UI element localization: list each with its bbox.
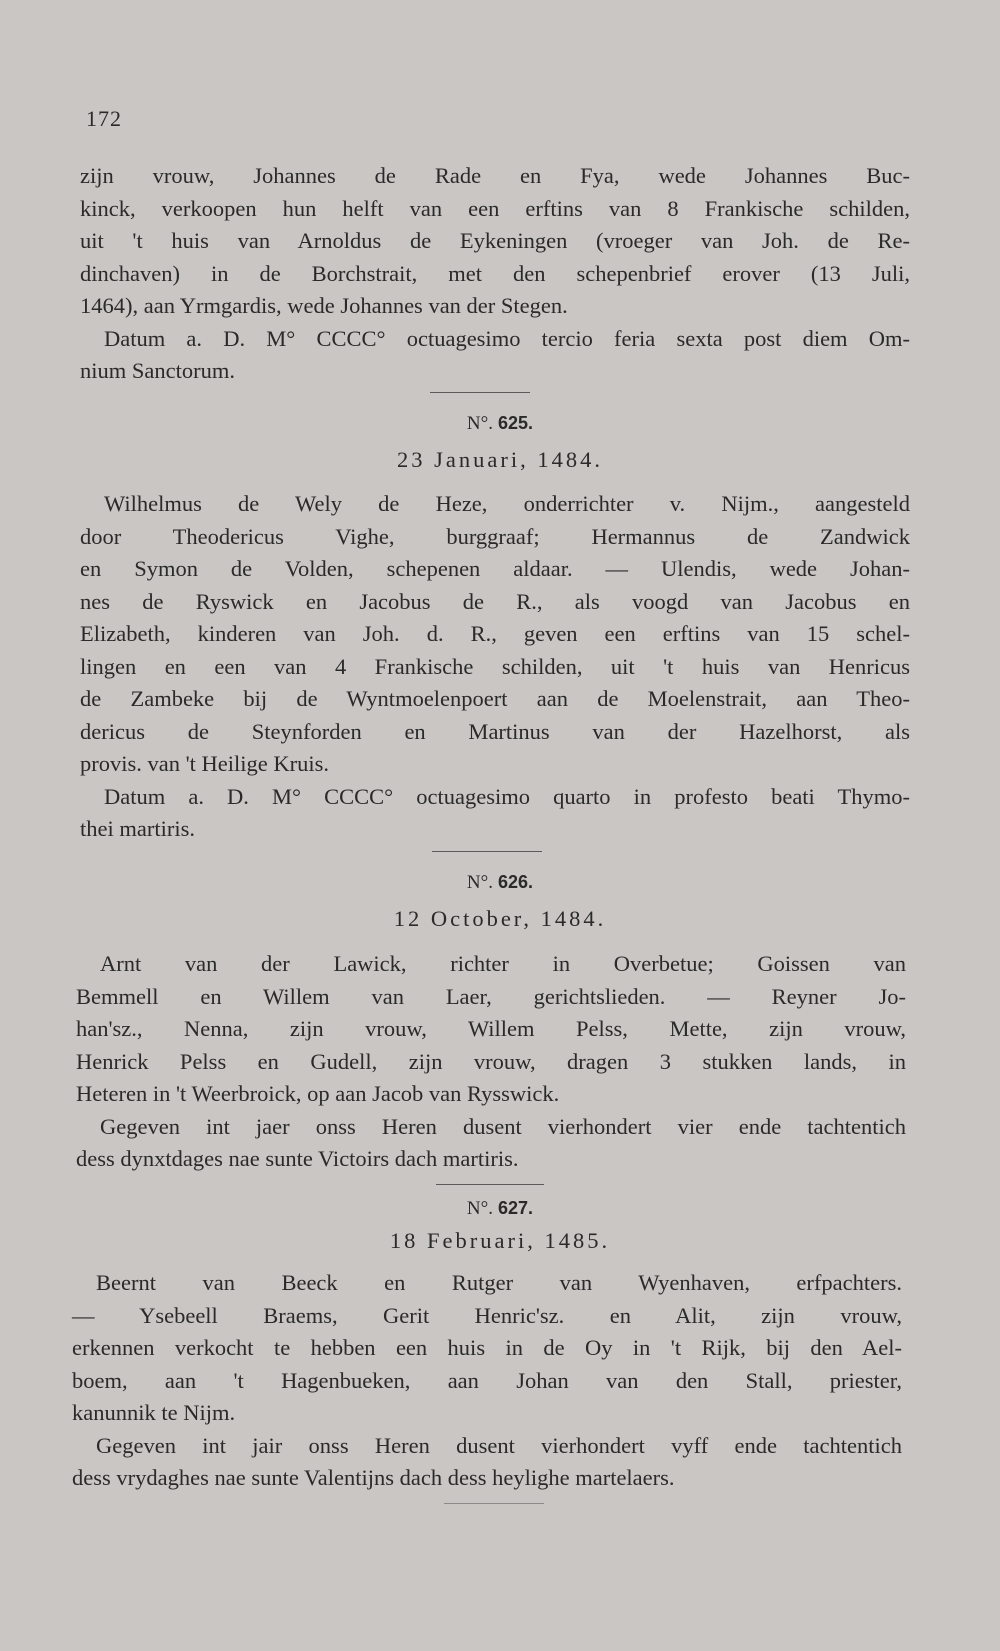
datum-line: Datum a. D. M° CCCC° octuagesimo quarto in profesto beati Thymo- [104, 783, 910, 809]
entry-number [0, 1198, 1000, 1220]
entry-number-prefix: N°. [466, 413, 493, 434]
entry-date: 23 Januari, 1484. [397, 447, 603, 472]
datum-line: thei martiris. [80, 816, 195, 841]
entry-number [0, 872, 1000, 894]
text-line: dericus de Steynforden en Martinus van der Hazelhorst, als [80, 718, 910, 744]
entry-date: 12 October, 1484. [393, 906, 607, 931]
datum-line: nium Sanctorum. [80, 358, 235, 383]
entry-number-prefix: N°. [466, 1198, 493, 1219]
datum-line: Datum a. D. M° CCCC° octuagesimo tercio feria sexta post diem Om- [104, 325, 910, 351]
text-line: uit 't huis van Arnoldus de Eykeningen (vroeger van Joh. de Re- [80, 228, 910, 253]
entry-number-value: 626. [498, 872, 534, 892]
separator-rule [444, 1503, 544, 1504]
text-line: kanunnik te Nijm. [72, 1400, 236, 1425]
text-line: lingen en een van 4 Frankische schilden, uit 't huis van Henricus [80, 653, 910, 679]
datum-line: Gegeven int jaer onss Heren dusent vierhondert vier ende tachtentich [100, 1113, 906, 1139]
entry-626-body [76, 948, 906, 1176]
datum-line: dess dynxtdages nae sunte Victoirs dach martiris. [76, 1146, 519, 1171]
entry-number-value: 627. [498, 1198, 534, 1218]
page-number: 172 [86, 106, 122, 131]
text-line: Beernt van Beeck en Rutger van Wyenhaven, erfpachters. [96, 1270, 902, 1295]
text-line: dinchaven) in de Borchstrait, met den schepenbrief erover (13 Juli, [80, 260, 910, 286]
separator-rule [432, 851, 542, 852]
text-line: han'sz., Nenna, zijn vrouw, Willem Pelss, Mette, zijn vrouw, [76, 1016, 906, 1041]
entry-date: 18 Februari, 1485. [389, 1228, 611, 1253]
entry-number [0, 413, 1000, 435]
text-line: provis. van 't Heilige Kruis. [80, 751, 330, 776]
separator-rule [436, 1184, 544, 1185]
text-line: Henrick Pelss en Gudell, zijn vrouw, dragen 3 stukken lands, in [76, 1048, 906, 1074]
entry-number-prefix: N°. [466, 872, 493, 893]
text-line: Arnt van der Lawick, richter in Overbetue; Goissen van [100, 951, 906, 976]
text-line: 1464), aan Yrmgardis, wede Johannes van der Stegen. [80, 293, 568, 318]
datum-line: dess vrydaghes nae sunte Valentijns dach dess heylighe martelaers. [72, 1465, 675, 1490]
text-line: zijn vrouw, Johannes de Rade en Fya, wede Johannes Buc- [80, 163, 910, 188]
text-line: Elizabeth, kinderen van Joh. d. R., geven een erftins van 15 schel- [80, 621, 910, 646]
separator-rule [430, 392, 530, 393]
entry-number-value: 625. [498, 413, 534, 433]
text-line: door Theodericus Vighe, burggraaf; Hermannus de Zandwick [80, 523, 910, 549]
text-line: Bemmell en Willem van Laer, gerichtslieden. — Reyner Jo- [76, 983, 906, 1009]
text-line: en Symon de Volden, schepenen aldaar. — Ulendis, wede Johan- [80, 556, 910, 581]
text-line: Wilhelmus de Wely de Heze, onderrichter v. Nijm., aangesteld [104, 491, 910, 516]
text-line: — Ysebeell Braems, Gerit Henric'sz. en Alit, zijn vrouw, [72, 1302, 902, 1328]
entry-627-body [72, 1267, 902, 1495]
text-line: erkennen verkocht te hebben een huis in de Oy in 't Rijk, bij den Ael- [72, 1335, 902, 1360]
entry-625-body [80, 488, 910, 846]
text-line: kinck, verkoopen hun helft van een erftins van 8 Frankische schilden, [80, 195, 910, 221]
text-line: nes de Ryswick en Jacobus de R., als voogd van Jacobus en [80, 588, 910, 614]
text-line: Heteren in 't Weerbroick, op aan Jacob van Rysswick. [76, 1081, 560, 1106]
entry-624-tail [80, 160, 910, 388]
text-line: boem, aan 't Hagenbueken, aan Johan van den Stall, priester, [72, 1367, 902, 1393]
text-line: de Zambeke bij de Wyntmoelenpoert aan de Moelenstrait, aan Theo- [80, 686, 910, 711]
datum-line: Gegeven int jair onss Heren dusent vierhondert vyff ende tachtentich [96, 1432, 902, 1458]
